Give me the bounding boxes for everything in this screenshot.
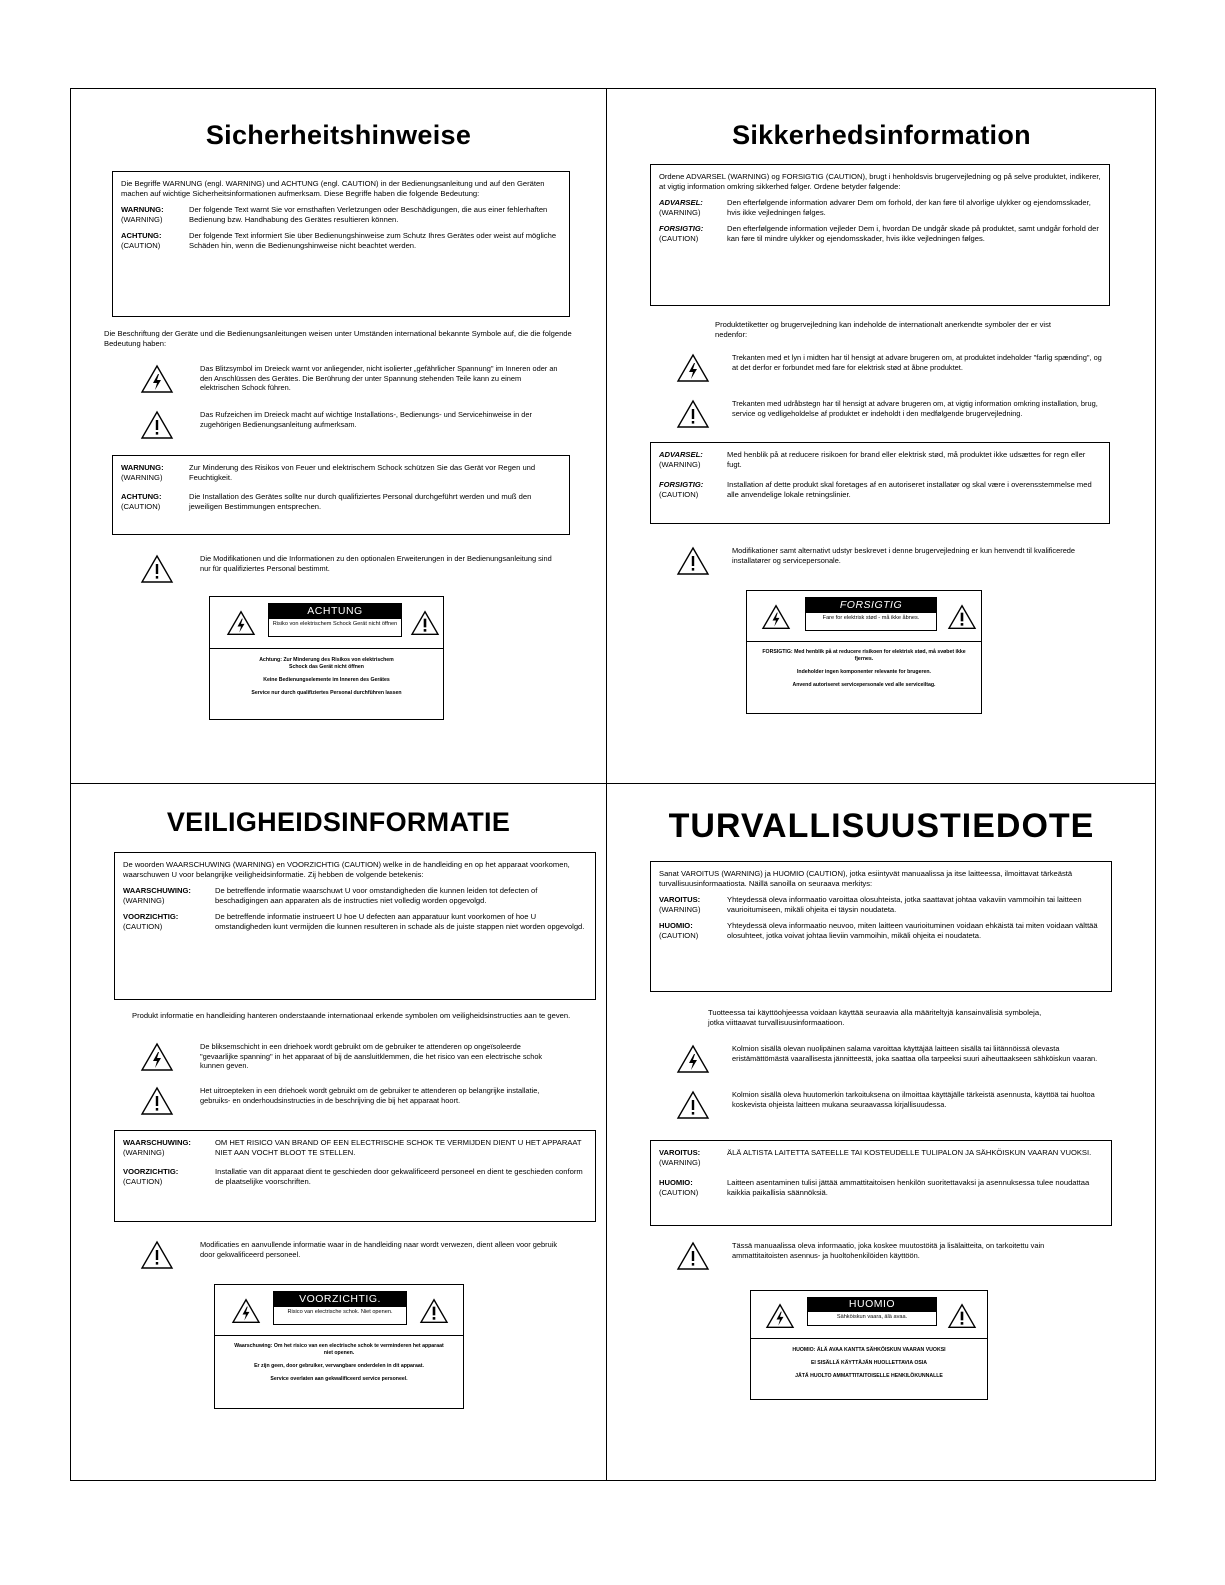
section-danish	[608, 90, 1155, 782]
definition-text: Yhteydessä oleva informaatio varoittaa olosuhteista, jotka saattavat johtaa vakaviin vammoihin tai laitteen vaurioitumiseen, mikäli ohjeita ei täysin noudateta.	[727, 895, 1082, 914]
definition-warning	[121, 205, 561, 225]
term-english: (WARNING)	[123, 1148, 165, 1157]
warning-entry	[659, 1148, 1103, 1168]
term-label: VOORZICHTIG:	[123, 1167, 179, 1176]
section-german	[72, 90, 605, 782]
label-line: Keine Bedienungselemente im Inneren des Gerätes	[263, 677, 390, 683]
lightning-triangle-icon	[761, 604, 791, 630]
modification-note: Modifikationer samt alternativt udstyr beskrevet i denne brugervejledning er kun henvendt til kvalificerede installatører og servicepersonale.	[732, 546, 1076, 565]
definition-text: Den efterfølgende information vejleder Dem i, hvordan De undgår skade på produktet, samt undgår forhold der kan føre til mindre ulykker og ejendomsskader, hvis ikke vejledningen følges.	[727, 224, 1099, 243]
definition-text: De betreffende informatie instrueert U hoe U defecten aan apparatuur kunt voorkomen of hoe U omstandigheden kunt vermijden die kunnen resulteren in schade als de juiste stappen niet worden opgevolgd.	[215, 912, 585, 931]
vertical-divider	[606, 88, 607, 1481]
section-title: Sicherheitshinweise	[205, 120, 472, 150]
term-english: (CAUTION)	[659, 490, 699, 499]
symbol-description: Trekanten med udråbstegn har til hensigt at advare brugeren om, at vigtig information omkring installation, brug, service og vedligeholdelse af produktet er indeholdt i den medfølgende brugervejledning.	[732, 399, 1098, 418]
label-text-lines	[215, 1343, 463, 1389]
term-label: ADVARSEL:	[659, 450, 703, 459]
label-line: Service overlaten aan gekwalificeerd service personeel.	[270, 1376, 408, 1382]
symbol-row-modifications	[140, 554, 560, 584]
section-title: TURVALLISUUSTIEDOTE	[668, 807, 1095, 845]
exclamation-triangle-icon	[947, 604, 977, 630]
label-line: Er zijn geen, door gebruiker, vervangbare onderdelen in dit apparaat.	[254, 1363, 424, 1369]
symbols-intro: Die Beschriftung der Geräte und die Bedienungsanleitungen weisen unter Umständen international bekannte Symbole auf, die die folgende Bedeutung haben:	[104, 329, 572, 348]
caution-entry	[123, 1167, 587, 1187]
exclamation-triangle-icon	[419, 1298, 449, 1324]
term-english: (CAUTION)	[659, 234, 699, 243]
definition-caution	[659, 921, 1103, 941]
label-line: JÄTÄ HUOLTO AMMATTITAITOISELLE HENKILÖKUNNALLE	[795, 1373, 943, 1379]
symbols-intro: Tuotteessa tai käyttöohjeessa voidaan käyttää seuraavia alla määriteltyjä kansainvälisiä symboleja, jotka viittaavat turvallisuusinformaatioon.	[708, 1008, 1042, 1027]
exclamation-triangle-icon	[676, 399, 710, 429]
symbol-row-exclamation	[140, 1086, 560, 1116]
caution-label	[209, 596, 444, 720]
definition-caution	[659, 224, 1101, 244]
term-english: (WARNING)	[659, 1158, 701, 1167]
warnings-box	[650, 442, 1110, 524]
symbol-row-lightning	[140, 1042, 560, 1072]
symbol-row-lightning	[676, 353, 1102, 383]
term-english: (CAUTION)	[121, 241, 161, 250]
term-english: (WARNING)	[659, 208, 701, 217]
definitions-box	[112, 171, 570, 317]
warning-entry	[659, 450, 1101, 470]
term-label: FORSIGTIG:	[659, 224, 704, 233]
symbol-row-modifications	[676, 1241, 1102, 1271]
label-heading: FORSIGTIG	[805, 597, 937, 613]
exclamation-triangle-icon	[140, 1240, 174, 1270]
term-label: ACHTUNG:	[121, 492, 162, 501]
intro-text: Ordene ADVARSEL (WARNING) og FORSIGTIG (CAUTION), brugt i henholdsvis brugervejledning og på selve produktet, indikerer, at vigtig information omkring sikkerhed følger. Ordene betyder følgende:	[659, 172, 1101, 191]
exclamation-triangle-icon	[947, 1303, 977, 1329]
exclamation-triangle-icon	[676, 1090, 710, 1120]
section-title: Sikkerhedsinformation	[732, 120, 1031, 150]
term-label: WARNUNG:	[121, 205, 164, 214]
exclamation-triangle-icon	[676, 546, 710, 576]
lightning-triangle-icon	[226, 610, 256, 636]
symbol-description: Kolmion sisällä olevan nuolipäinen salama varoittaa käyttäjää laitteen sisällä tai liitännöissä olevasta eristämättömästä vaarallisesta jännitteestä, joka saattaa olla tarpeeksi suuri aiheuttaakseen sähköiskun vaaran.	[732, 1044, 1098, 1063]
lightning-triangle-icon	[676, 353, 710, 383]
warning-text: Med henblik på at reducere risikoen for brand eller elektrisk stød, må produktet ikke udsættes for regn eller fugt.	[727, 450, 1086, 469]
caution-text: Installatie van dit apparaat dient te geschieden door gekwalificeerd personeel en dient te geschieden conform de plaatselijke voorschriften.	[215, 1167, 583, 1186]
caution-entry	[121, 492, 561, 512]
label-heading: VOORZICHTIG.	[273, 1291, 407, 1307]
symbol-row-lightning	[140, 364, 560, 394]
exclamation-triangle-icon	[676, 1241, 710, 1271]
exclamation-triangle-icon	[140, 1086, 174, 1116]
label-line: Achtung: Zur Minderung des Risikos von elektrischem Schock das Gerät nicht öffnen	[259, 657, 394, 670]
exclamation-triangle-icon	[410, 610, 440, 636]
warnings-box	[114, 1130, 596, 1222]
term-label: WARNUNG:	[121, 463, 164, 472]
caution-text: Installation af dette produkt skal foretages af en autoriseret installatør og skal være i overensstemmelse med alle anvendelige lokale retningslinier.	[727, 480, 1092, 499]
caution-text: Die Installation des Gerätes sollte nur durch qualifiziertes Personal durchgeführt werden und muß den jeweiligen Bestimmungen entsprechen.	[189, 492, 532, 511]
term-english: (WARNING)	[121, 473, 163, 482]
symbol-description: Das Rufzeichen im Dreieck macht auf wichtige Installations-, Bedienungs- und Servicehinweise in der zugehörigen Bedienungsanleitung aufmerksam.	[200, 410, 532, 429]
term-label: WAARSCHUWING:	[123, 886, 191, 895]
label-line: Waarschuwing: Om het risico van een electrische schok te verminderen het apparaat niet openen.	[234, 1343, 444, 1356]
label-line: FORSIGTIG: Med henblik på at reducere risikoen for elektrisk stød, må svøbet ikke fjernes.	[762, 649, 966, 662]
caution-label	[214, 1284, 464, 1409]
term-english: (CAUTION)	[659, 931, 699, 940]
modification-note: Tässä manuaalissa oleva informaatio, joka koskee muutostöitä ja lisälaitteita, on tarkoitettu vain ammattitaitoisten asennus- ja huoltohenkilöiden käyttöön.	[732, 1241, 1045, 1260]
definition-caution	[123, 912, 587, 932]
symbol-row-lightning	[676, 1044, 1102, 1074]
symbols-intro: Produkt informatie en handleiding hanteren onderstaande internationaal erkende symbolen om veiligheidsinstructies aan te geven.	[132, 1011, 571, 1020]
exclamation-triangle-icon	[140, 410, 174, 440]
caution-entry	[659, 1178, 1103, 1198]
term-label: HUOMIO:	[659, 1178, 693, 1187]
definition-warning	[659, 895, 1103, 915]
caution-entry	[659, 480, 1101, 500]
symbol-row-exclamation	[140, 410, 560, 440]
warning-text: OM HET RISICO VAN BRAND OF EEN ELECTRISCHE SCHOK TE VERMIJDEN DIENT U HET APPARAAT NIET AAN VOCHT BLOOT TE STELLEN.	[215, 1138, 582, 1157]
warnings-box	[112, 455, 570, 535]
caution-label	[750, 1290, 988, 1400]
warning-entry	[121, 463, 561, 483]
warnings-box	[650, 1140, 1112, 1226]
symbol-row-modifications	[140, 1240, 560, 1270]
term-label: VAROITUS:	[659, 895, 701, 904]
definition-text: Der folgende Text warnt Sie vor ernsthaften Verletzungen oder Beschädigungen, die aus einer fehlerhaften Bedienung bzw. Handhabung des Gerätes resultieren können.	[189, 205, 548, 224]
term-label: ACHTUNG:	[121, 231, 162, 240]
symbol-row-exclamation	[676, 1090, 1102, 1120]
definition-warning	[123, 886, 587, 906]
section-finnish	[608, 785, 1155, 1479]
label-text-lines	[210, 657, 443, 703]
term-label: VOORZICHTIG:	[123, 912, 179, 921]
label-text-lines	[751, 1347, 987, 1386]
term-english: (WARNING)	[659, 905, 701, 914]
horizontal-divider	[70, 783, 1156, 784]
lightning-triangle-icon	[231, 1298, 261, 1324]
definition-text: De betreffende informatie waarschuwt U voor omstandigheden die kunnen leiden tot defecten of beschadigingen aan apparaten als de instructies niet volledig worden opgevolgd.	[215, 886, 538, 905]
lightning-triangle-icon	[676, 1044, 710, 1074]
modification-note: Modificaties en aanvullende informatie waar in de handleiding naar wordt verwezen, dient alleen voor gebruik door gekwalificeerd personeel.	[200, 1240, 558, 1259]
label-heading: ACHTUNG	[268, 603, 402, 619]
symbol-description: Das Blitzsymbol im Dreieck warnt vor anliegender, nicht isolierter „gefährlicher Spannung" im Inneren oder an den Anschlüssen des Gerätes. Die Berührung der unter Spannung stehenden Teile kann zu einem elektrischen Schock führen.	[200, 364, 558, 392]
term-label: ADVARSEL:	[659, 198, 703, 207]
exclamation-triangle-icon	[140, 554, 174, 584]
lightning-triangle-icon	[140, 1042, 174, 1072]
warning-text: Zur Minderung des Risikos von Feuer und elektrischem Schock schützen Sie das Gerät vor Regen und Feuchtigkeit.	[189, 463, 536, 482]
section-dutch	[72, 785, 605, 1479]
term-label: WAARSCHUWING:	[123, 1138, 191, 1147]
warning-text: ÄLÄ ALTISTA LAITETTA SATEELLE TAI KOSTEUDELLE TULIPALON JA SÄHKÖISKUN VAARAN VUOKSI.	[727, 1148, 1092, 1157]
term-label: HUOMIO:	[659, 921, 693, 930]
label-line: Indeholder ingen komponenter relevante for brugeren.	[796, 669, 932, 675]
label-line: Anvend autoriseret servicepersonale ved alle serviceiltag.	[792, 682, 936, 688]
label-line: EI SISÄLLÄ KÄYTTÄJÄN HUOLLETTAVIA OSIA	[810, 1360, 928, 1366]
term-label: VAROITUS:	[659, 1148, 701, 1157]
intro-text: Sanat VAROITUS (WARNING) ja HUOMIO (CAUTION), jotka esiintyvät manuaalissa ja itse laitteessa, ilmoittavat tärkeästä turvallisuusinformaatiosta. Näillä sanoilla on seuraava merkitys:	[659, 869, 1073, 888]
symbol-row-modifications	[676, 546, 1102, 576]
label-text-lines	[747, 649, 981, 695]
intro-text: De woorden WAARSCHUWING (WARNING) en VOORZICHTIG (CAUTION) welke in de handleiding en op het apparaat voorkomen, waarschuwen U voor belangrijke veiligheidsinformatie. Zij hebben de volgende betekenis:	[123, 860, 570, 879]
label-subheading: Risiko von elektrischem Schock Gerät nicht öffnen	[268, 619, 402, 637]
term-english: (CAUTION)	[121, 502, 161, 511]
term-english: (WARNING)	[121, 215, 163, 224]
caution-label	[746, 590, 982, 714]
label-line: HUOMIO: ÄLÄ AVAA KANTTA SÄHKÖISKUN VAARAN VUOKSI	[792, 1347, 946, 1353]
term-english: (WARNING)	[659, 460, 701, 469]
term-label: FORSIGTIG:	[659, 480, 704, 489]
definition-text: Yhteydessä oleva informaatio neuvoo, miten laitteen vaurioituminen voidaan ehkäistä tai miten voidaan välttää olosuhteet, jotka voivat johtaa lieviin vammoihin, mikäli ohjeita ei noudateta.	[727, 921, 1098, 940]
symbol-description: Kolmion sisällä oleva huutomerkin tarkoituksena on ilmoittaa käyttäjälle tärkeistä asennusta, käyttöä tai huoltoa koskevista ohjeista laitteen mukana seuraavassa kirjallisuudessa.	[732, 1090, 1095, 1109]
definitions-box	[650, 164, 1110, 306]
definitions-box	[114, 852, 596, 1000]
warning-entry	[123, 1138, 587, 1158]
symbol-row-exclamation	[676, 399, 1102, 429]
definition-text: Den efterfølgende information advarer Dem om forhold, der kan føre til alvorlige ulykker og ejendomsskader, hvis ikke vejledningen følges.	[727, 198, 1091, 217]
term-english: (CAUTION)	[123, 1177, 163, 1186]
label-subheading: Fare for elektrisk stød - må ikke åbnes.	[805, 613, 937, 631]
definitions-box	[650, 861, 1112, 992]
term-english: (CAUTION)	[659, 1188, 699, 1197]
modification-note: Die Modifikationen und die Informationen zu den optionalen Erweiterungen in der Bedienungsanleitung sind nur für qualifiziertes Personal bestimmt.	[200, 554, 552, 573]
intro-text: Die Begriffe WARNUNG (engl. WARNING) und ACHTUNG (engl. CAUTION) in der Bedienungsanleitung und auf den Geräten machen auf wichtige Sicherheitsinformationen aufmerksam. Diese Begriffe haben die folgende Bedeutung:	[121, 179, 545, 198]
label-heading: HUOMIO	[807, 1297, 937, 1312]
lightning-triangle-icon	[140, 364, 174, 394]
definition-caution	[121, 231, 561, 251]
lightning-triangle-icon	[765, 1303, 795, 1329]
symbols-intro: Produktetiketter og brugervejledning kan indeholde de internationalt anerkendte symboler der er vist nedenfor:	[715, 320, 1052, 339]
caution-text: Laitteen asentaminen tulisi jättää ammattitaitoisen henkilön suoritettavaksi ja asennuksessa tulee noudattaa kaikkia paikallisia säännöksiä.	[727, 1178, 1090, 1197]
label-subheading: Sähköiskun vaara, älä avaa.	[807, 1312, 937, 1326]
symbol-description: De bliksemschicht in een driehoek wordt gebruikt om de gebruiker te attenderen op ongeïsoleerde "gevaarlijke spanning" in het apparaat of bij de aansluitklemmen, die het risico van een electrische schok kunnen geven.	[200, 1042, 543, 1070]
term-english: (WARNING)	[123, 896, 165, 905]
symbol-description: Trekanten med et lyn i midten har til hensigt at advare brugeren om, at produktet indeholder "farlig spænding", og at det derfor er forbundet med fare for elektrisk stød at åbne produktet.	[732, 353, 1102, 372]
definition-text: Der folgende Text informiert Sie über Bedienungshinweise zum Schutz Ihres Gerätes oder weist auf mögliche Schäden hin, wenn die Bedienungshinweise nicht beachtet werden.	[189, 231, 557, 250]
label-subheading: Risico van electrische schok. Niet openen.	[273, 1307, 407, 1325]
symbol-description: Het uitroepteken in een driehoek wordt gebruikt om de gebruiker te attenderen op belangrijke installatie, gebruiks- en onderhoudsinstructies in de beschrijving die bij het apparaat hoort.	[200, 1086, 540, 1105]
definition-warning	[659, 198, 1101, 218]
label-line: Service nur durch qualifiziertes Personal durchführen lassen	[251, 690, 402, 696]
term-english: (CAUTION)	[123, 922, 163, 931]
section-title: VEILIGHEIDSINFORMATIE	[166, 807, 511, 837]
